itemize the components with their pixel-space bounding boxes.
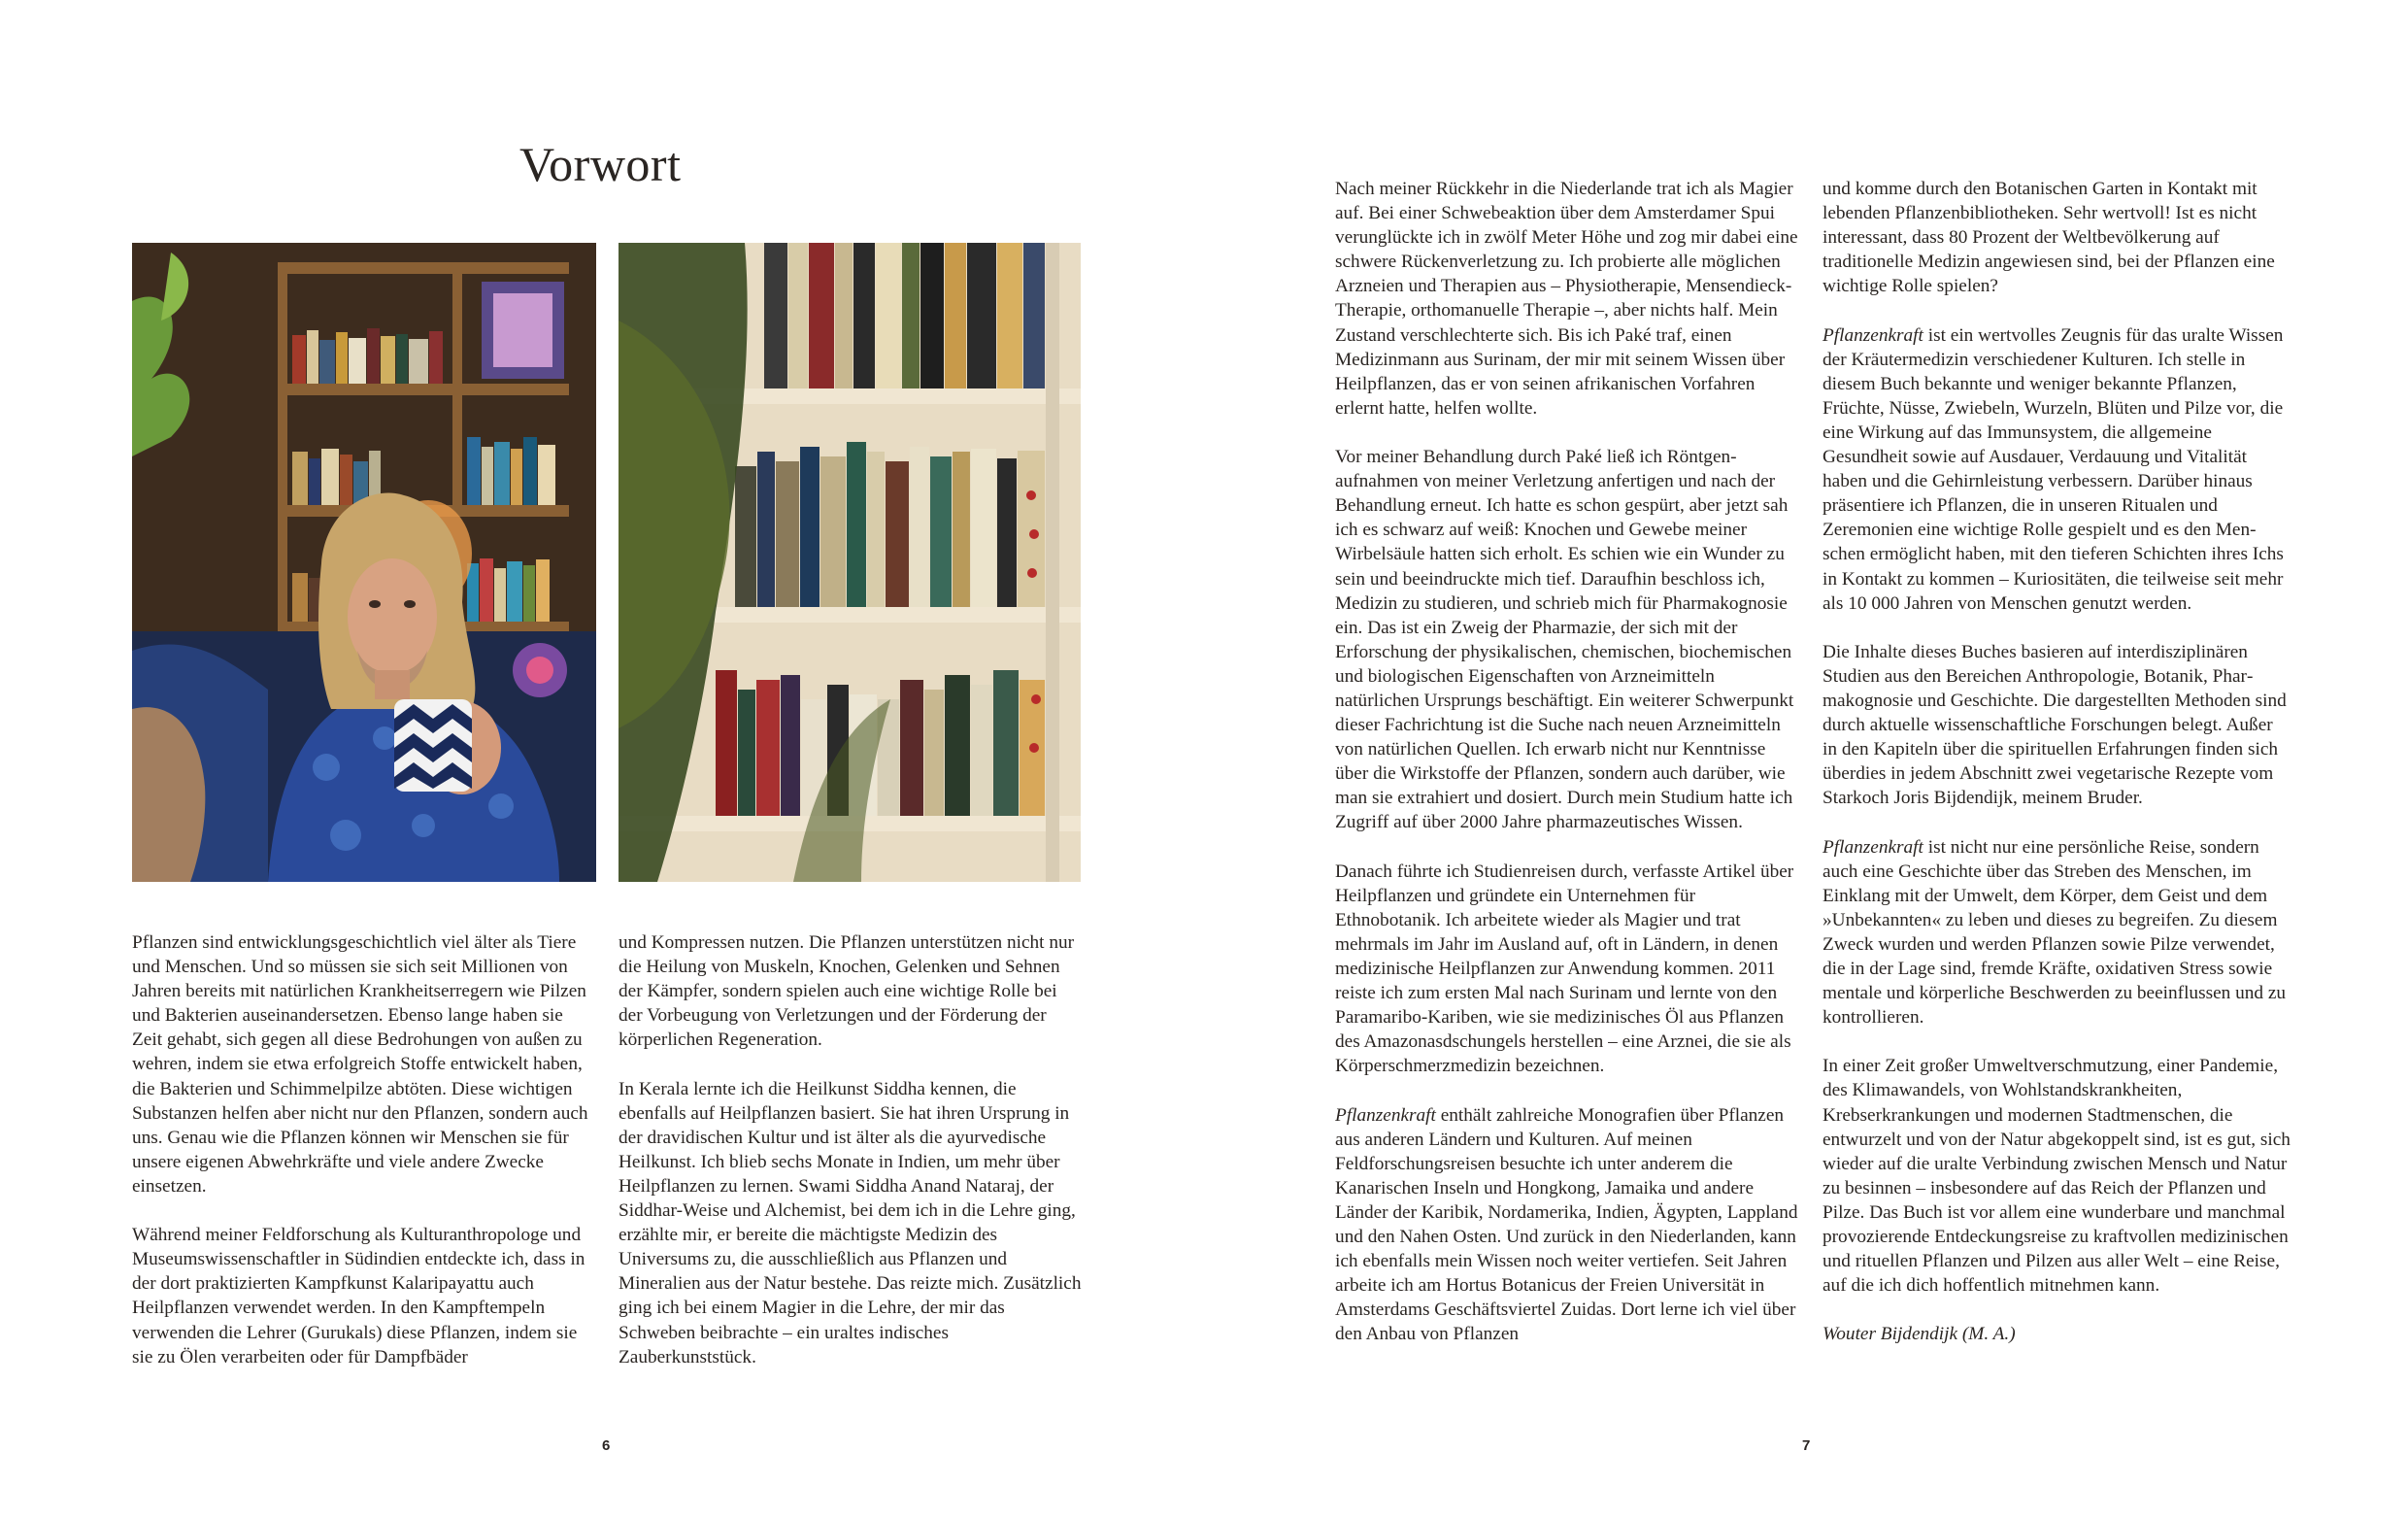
- right-column-1: [1335, 177, 1801, 1347]
- paragraph: Pflanzen sind entwicklungsgeschichtlich viel älter als Tiere und Menschen. Und so müssen sie sich seit Millionen von Jahren bereits mit natürlichen Krankheitserregern wie Pilzen und Bakterien auseinandersetzen. Ebenso lange haben sie Zeit gehabt, sich gegen all diese Bedrohungen von außen zu wehren, indem sie etwa erfolgreich Stoffe entwickelt haben, die Bakterien und Schimmelpilze abtöten. Diese wichtigen Substanzen helfen aber nicht nur den Pflanzen, sondern auch uns. Genau wie die Pflanzen können wir Menschen sie für unsere eigenen Abwehrkräfte und viele andere Zwecke einsetzen.: [132, 932, 588, 1197]
- paragraph: Nach meiner Rückkehr in die Niederlande trat ich als Magier auf. Bei einer Schwebeaktion über dem Amsterdamer Spui verunglückte ich in zwölf Meter Höhe und zog mir dabei eine schwere Rückenverletzung zu. Ich probierte alle möglichen Arzneien und Therapien aus – Physiotherapie, Mensendieck-Therapie, orthomanuelle Therapie –, aber nichts half. Mein Zustand verschlechterte sich. Bis ich Paké traf, einen Medizinmann aus Surinam, der mir mit seinem Wissen über Heilpflanzen, das er von seinen afrikanischen Vorfahren erlernt hatte, helfen wollte.: [1335, 179, 1798, 419]
- paragraph: und komme durch den Botanischen Garten in Kontakt mit lebenden Pflanzenbibliotheken. Sehr wertvoll! Ist es nicht interessant, dass 80 Prozent der Weltbevölkerung auf traditionelle Medizin angewiesen sind, bei der Pflanzen eine wichtige Rolle spielen?: [1823, 179, 2275, 297]
- right-column-2: [1823, 177, 2291, 1347]
- paragraph-text: ist nicht nur eine persönliche Reise, sondern auch eine Geschichte über das Streben des Menschen, im Einklang mit der Umwelt, dem Körper, dem Geist und dem »Unbekannten« zu leben und dieses zu begreifen. Zu diesem Zweck wurden und werden Pflanzen sowie Pilze verwendet, die in der Lage sind, fremde Kräfte, oxidativen Stress sowie mentale und körperliche Beschwerden zu beeinflussen und zu kontrollieren.: [1823, 836, 2287, 1029]
- page-number-left: 6: [602, 1437, 611, 1454]
- book-title-emphasis: Pflanzenkraft: [1823, 324, 1923, 346]
- bookshelf-photo: [619, 243, 1081, 882]
- paragraph-text: ist ein wertvolles Zeugnis für das uralte Wissen der Kräutermedizin verschiedener Kulturen. Ich stelle in diesem Buch bekannte und weniger bekannte Pflanzen, Früchte, Nüsse, Zwiebeln, Wurzeln, Blüten und Pilze vor, die eine Wirkung auf das Immunsystem, die allgemeine Gesundheit sowie auf Ausdauer, Verdauung und Vitalität haben und die Gehirnleistung verbessern. Darüber hinaus präsentiere ich Pflanzen, die in unseren Ritualen und Zeremonien eine wichtige Rolle gespielt und es den Menschen ermöglicht haben, mit den tieferen Schichten ihres Ichs in Kontakt zu kommen – Kuriositäten, die teilweise seit mehr als 10 000 Jahren von Menschen genutzt werden.: [1823, 324, 2284, 614]
- paragraph: und Kompressen nutzen. Die Pflanzen unterstützen nicht nur die Heilung von Muskeln, Knochen, Gelenken und Sehnen der Kämpfer, sondern spielen auch eine wichtige Rolle bei der Vorbeugung von Verletzungen und der Förderung der körperlichen Regeneration.: [619, 932, 1075, 1051]
- paragraph: Während meiner Feldforschung als Kulturanthropologe und Museumswissenschaftler in Südindien entdeckte ich, dass in der dort praktizierten Kampfkunst Kalaripayattu auch Heilpflanzen verwendet werden. In den Kampftempeln verwenden die Lehrer (Gurukals) diese Pflanzen, indem sie sie zu Ölen verarbeiten oder für Dampfbäder: [132, 1225, 585, 1367]
- paragraph: In einer Zeit großer Umweltverschmutzung, einer Pandemie, des Klimawandels, von Wohlstandskrankheiten, Krebserkrankungen und modernen Stadtmenschen, die entwurzelt und von der Natur abgekoppelt sind, ist es gut, sich wieder auf die uralte Verbindung zwischen Mensch und Natur zu besinnen – insbesondere auf das Reich der Pflanzen und Pilze. Das Buch ist vor allem eine wunderbare und manchmal provozierende Entdeckungsreise zu kraftvollen medizinischen und rituellen Pflanzen und Pilzen aus aller Welt – eine Reise, auf die ich dich hoffentlich mitnehmen kann.: [1823, 1056, 2291, 1297]
- paragraph: [1335, 1103, 1801, 1347]
- author-signature: Wouter Bijdendijk (M. A.): [1823, 1324, 2016, 1345]
- paragraph-text: enthält zahlreiche Monografien über Pflanzen aus anderen Ländern und Kulturen. Auf meinen Feldforschungsreisen besuchte ich unter anderem die Kanarischen Inseln und Hongkong, Jamaika und andere Länder der Karibik, Nordamerika, Indien, Ägypten, Lappland und den Nahen Osten. Und zurück in den Niederlanden, kann ich ebenfalls mein Wissen noch weiter vertiefen. Seit Jahren arbeite ich am Hortus Botanicus der Freien Universität in Amsterdams Geschäftsviertel Zuidas. Dort lerne ich viel über den Anbau von Pflanzen: [1335, 1104, 1798, 1345]
- paragraph: Vor meiner Behandlung durch Paké ließ ich Röntgenaufnahmen von meiner Verletzung anfertigen und nach der Behandlung erneut. Ich hatte es schon gespürt, aber jetzt sah ich es schwarz auf weiß: Knochen und Gewebe meiner Wirbelsäule hatten sich erholt. Es schien wie ein Wunder zu sein und beeindruckte mich tief. Daraufhin beschloss ich, Medizin zu studieren, und schrieb mich für Pharmakognosie ein. Das ist ein Zweig der Pharmazie, der sich mit der Erforschung der physikalischen, chemischen, biochemischen und biologischen Eigenschaften von Arzneimitteln natürlichen Ursprungs beschäftigt. Ein weiterer Schwerpunkt dieser Fachrichtung ist die Suche nach neuen Arzneimitteln von natürlichen Quellen. Ich erwarb nicht nur Kenntnisse über die Wirkstoffe der Pflanzen, sondern auch darüber, wie man sie extrahiert und dosiert. Durch mein Studium hatte ich Zugriff auf über 2000 Jahre pharmazeutisches Wissen.: [1335, 447, 1794, 833]
- portrait-illustration: [132, 243, 596, 882]
- bookshelf-illustration: [619, 243, 1081, 882]
- left-column-2: [619, 930, 1083, 1369]
- book-title-emphasis: Pflanzenkraft: [1335, 1104, 1436, 1126]
- paragraph: In Kerala lernte ich die Heilkunst Siddha kennen, die ebenfalls auf Heilpflanzen basiert. Sie hat ihren Ursprung in der dravidischen Kultur und ist älter als die ayurvedische Heilkunst. Ich blieb sechs Monate in Indien, um mehr über Heilpflanzen zu lernen. Swami Siddha Anand Nataraj, der Siddhar-Weise und Alchemist, bei dem ich in die Lehre ging, erzählte mir, er bereite die mächtigste Medizin des Universums zu, die ausschließlich aus Pflanzen und Mineralien aus der Natur bestehe. Das reizte mich. Zusätzlich ging ich bei einem Magier in die Lehre, der mir das Schweben beibrachte – ein uraltes indisches Zauberkunststück.: [619, 1078, 1082, 1367]
- portrait-photo: [132, 243, 596, 882]
- page-title: Vorwort: [519, 137, 682, 191]
- page-number-right: 7: [1802, 1437, 1811, 1454]
- paragraph: [1823, 835, 2291, 1030]
- paragraph: Danach führte ich Studienreisen durch, verfasste Artikel über Heilpflanzen und gründete ein Unternehmen für Ethnobotanik. Ich arbeitete wieder als Magier und trat mehrmals im Jahr im Ausland auf, oft in Ländern, in denen medizinische Heilpflanzen zur Anwendung kommen. 2011 reiste ich zum ersten Mal nach Surinam und lernte von den Paramaribo-Kariben, wie sie medizinisches Öl aus Pflanzen des Amazonasdschungels herstellen – eine Arznei, die sie als Körperschmerzmedizin bezeichnen.: [1335, 861, 1794, 1077]
- book-title-emphasis: Pflanzenkraft: [1823, 836, 1923, 858]
- left-column-1: [132, 930, 596, 1369]
- paragraph: [1823, 323, 2291, 616]
- paragraph: Die Inhalte dieses Buches basieren auf interdisziplinären Studien aus den Bereichen Anthropologie, Botanik, Pharmakognosie und Geschichte. Die dargestellten Methoden sind durch aktuelle wissenschaftliche Forschungen belegt. Außer in den Kapiteln über die spirituellen Erfahrungen finden sich überdies in jedem Abschnitt zwei vegetarische Rezepte vom Starkoch Joris Bijdendijk, meinem Bruder.: [1823, 641, 2287, 809]
